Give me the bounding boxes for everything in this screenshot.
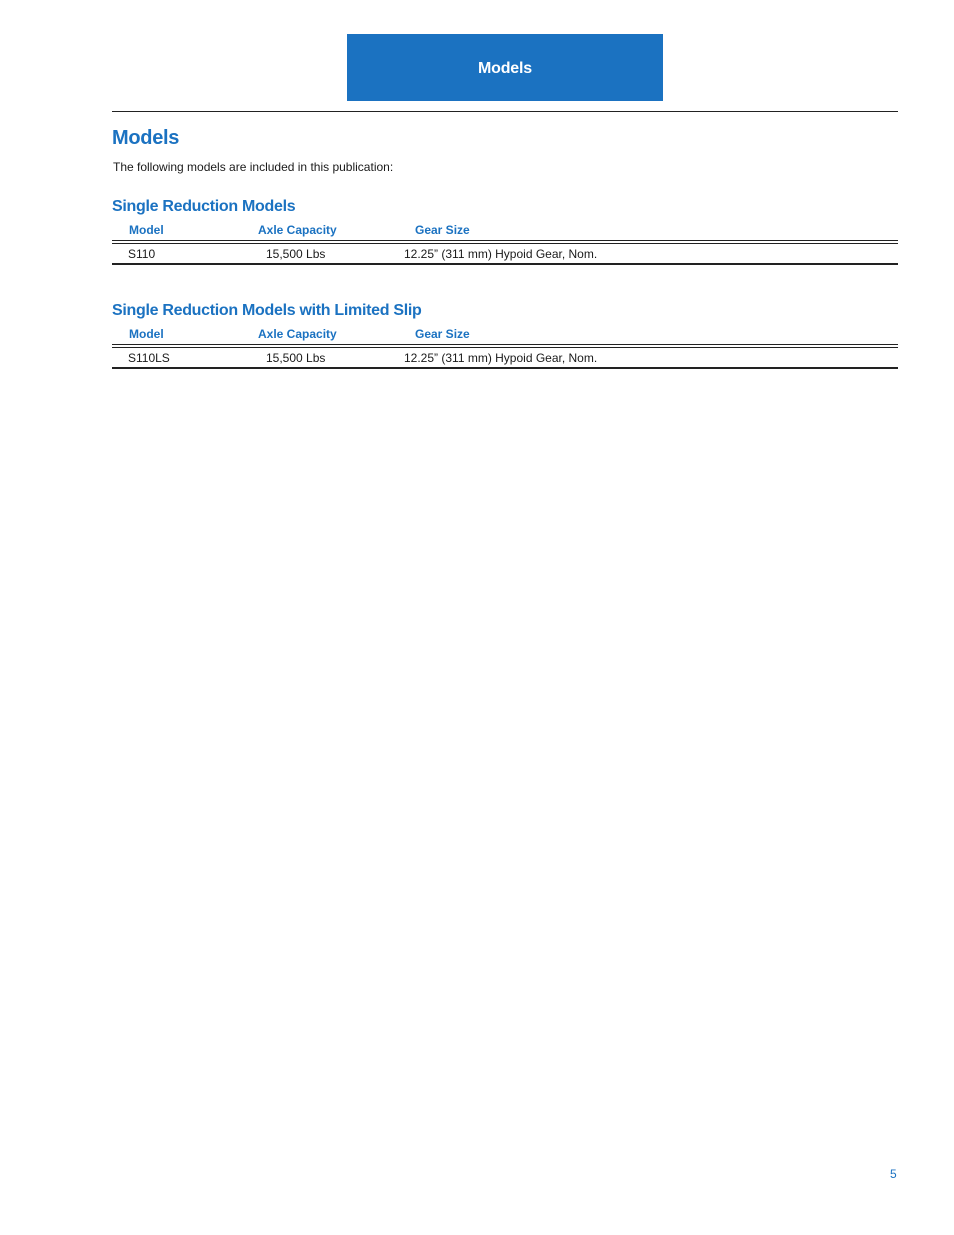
- cell-gear-size: 12.25” (311 mm) Hypoid Gear, Nom.: [404, 351, 598, 365]
- table-row: [112, 244, 898, 263]
- table-bottom-rule: [112, 263, 898, 265]
- column-header-model: Model: [129, 223, 164, 237]
- cell-axle-capacity: 15,500 Lbs: [266, 247, 326, 261]
- cell-model: S110LS: [128, 351, 170, 365]
- section-single-reduction-limited-slip: [112, 302, 898, 369]
- table-header-rule: [112, 240, 898, 241]
- column-header-axle-capacity: Axle Capacity: [258, 223, 337, 237]
- column-header-gear-size: Gear Size: [415, 327, 470, 341]
- cell-gear-size: 12.25” (311 mm) Hypoid Gear, Nom.: [404, 247, 598, 261]
- column-header-gear-size: Gear Size: [415, 223, 470, 237]
- table-header-rule: [112, 344, 898, 345]
- header-divider: [112, 111, 898, 112]
- table-row: [112, 348, 898, 367]
- section-title: Single Reduction Models with Limited Slip: [112, 302, 422, 319]
- table-header-row: [112, 324, 898, 344]
- page-title: Models: [112, 127, 180, 149]
- section-tab-header: [347, 34, 663, 101]
- section-title: Single Reduction Models: [112, 198, 296, 215]
- section-single-reduction: [112, 198, 898, 265]
- table-bottom-rule: [112, 367, 898, 369]
- column-header-model: Model: [129, 327, 164, 341]
- page-number: 5: [890, 1167, 897, 1181]
- cell-model: S110: [128, 247, 156, 261]
- intro-text: The following models are included in this publication:: [113, 160, 394, 174]
- cell-axle-capacity: 15,500 Lbs: [266, 351, 326, 365]
- column-header-axle-capacity: Axle Capacity: [258, 327, 337, 341]
- table-header-row: [112, 220, 898, 240]
- section-tab-label: Models: [478, 59, 532, 77]
